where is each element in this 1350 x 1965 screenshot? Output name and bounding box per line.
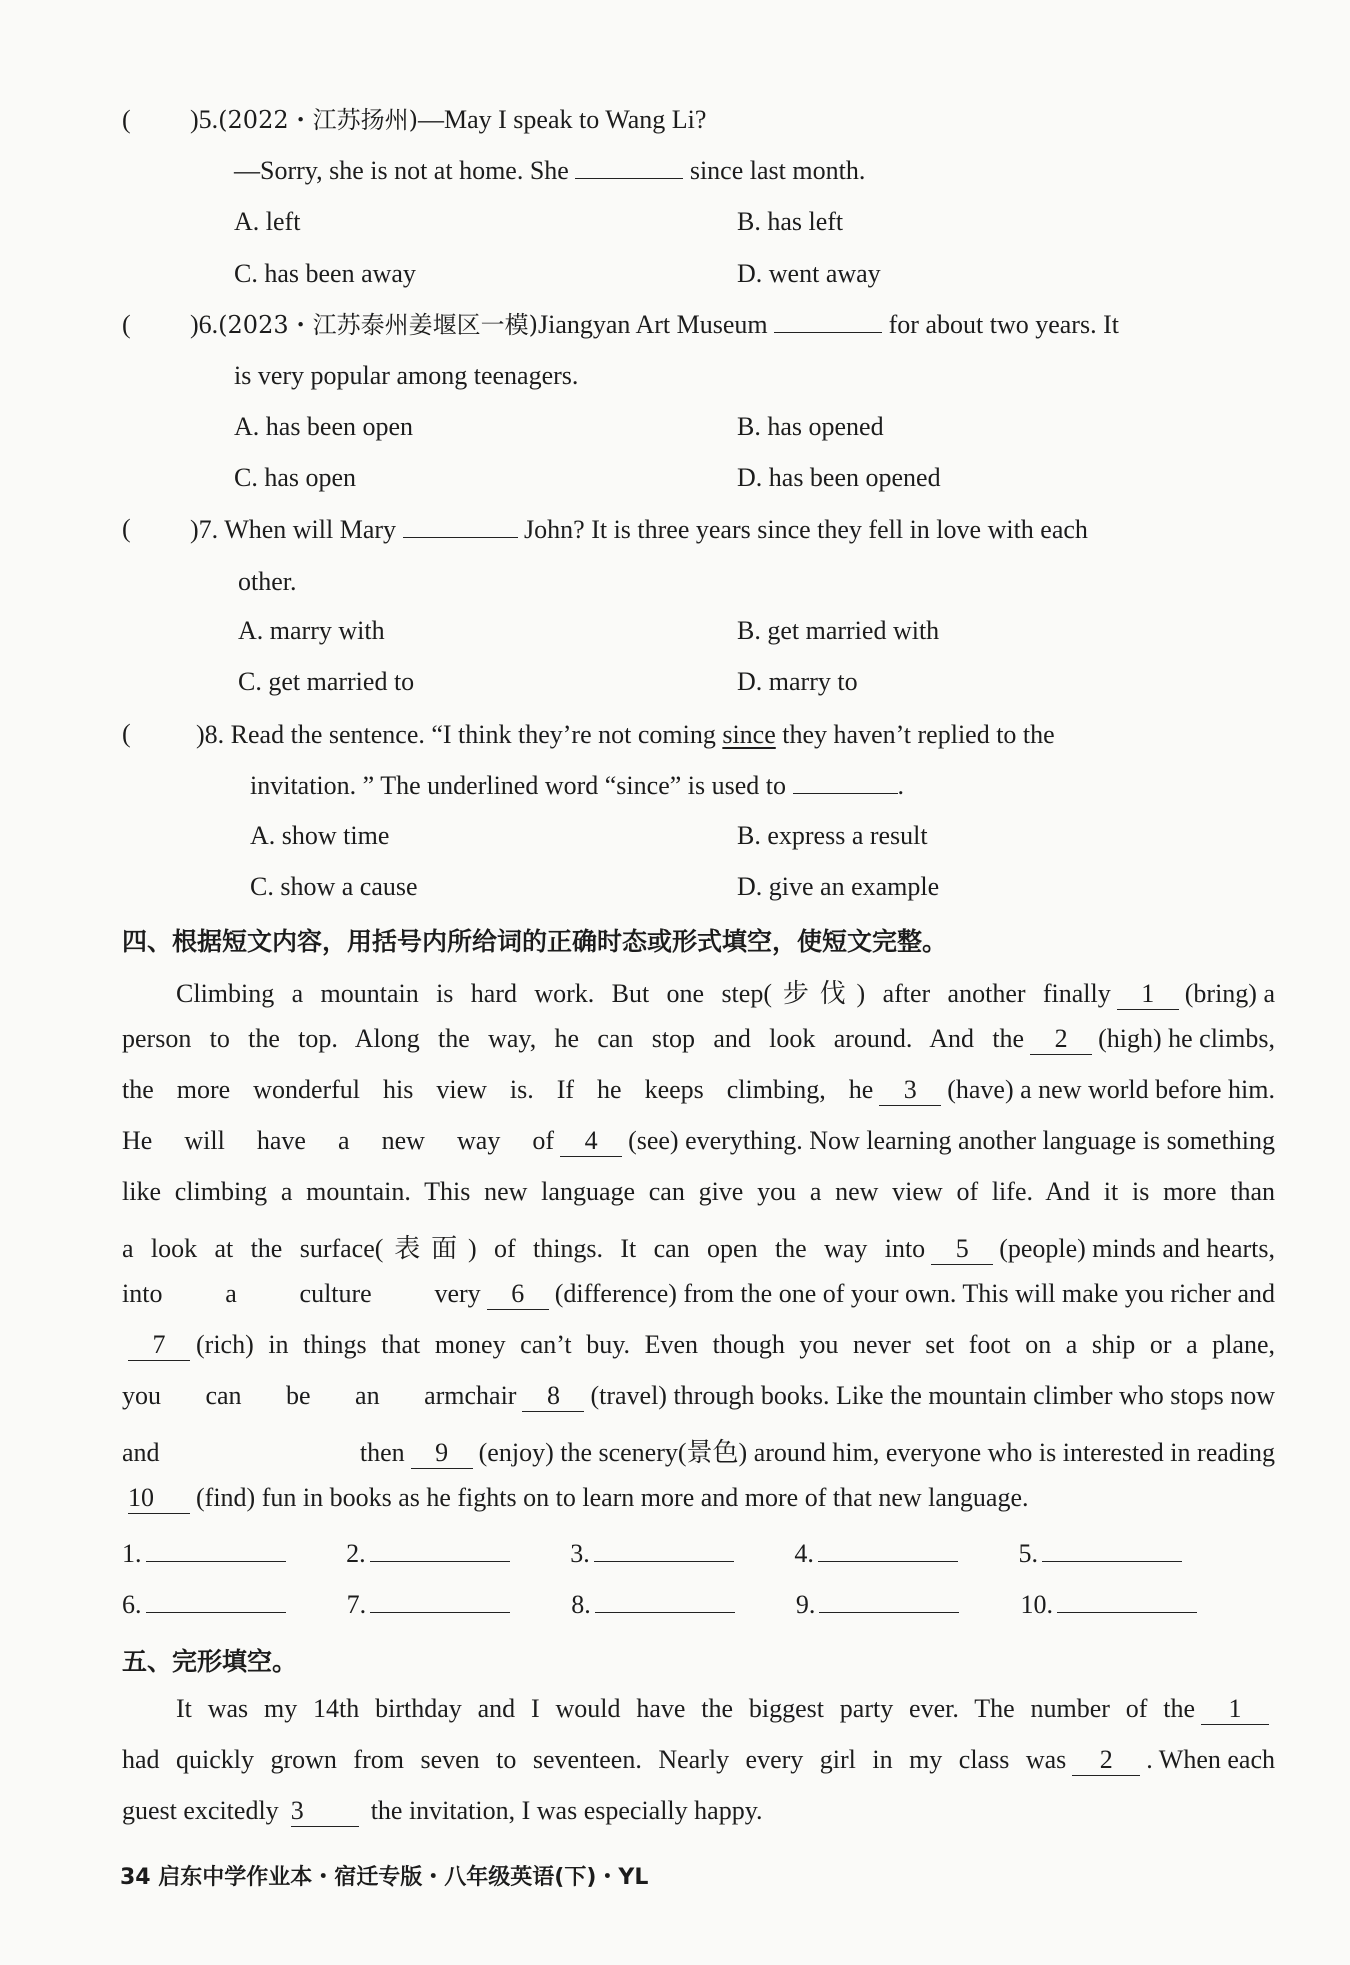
passage-line (122, 1745, 1275, 1776)
passage-line (122, 1483, 1029, 1514)
passage-line (176, 973, 1275, 1010)
passage-text: you can be an armchair (122, 1381, 517, 1410)
answer-paren-8[interactable]: ( (122, 719, 131, 748)
answer-number: 1. (122, 1539, 142, 1568)
answer-line[interactable] (370, 1588, 510, 1613)
numbered-blank[interactable]: 4 (560, 1126, 622, 1157)
answer-blank[interactable] (575, 178, 683, 179)
passage-line (122, 1796, 763, 1827)
answer-number: 4. (794, 1539, 814, 1568)
option-d[interactable]: D. went away (737, 259, 881, 288)
question-text: they haven’t replied to the (782, 720, 1055, 749)
answer-slot[interactable] (347, 1588, 511, 1620)
option-d[interactable]: D. has been opened (737, 463, 941, 492)
numbered-blank[interactable]: 3 (291, 1796, 359, 1827)
passage-text: a look at the surface(表面) of things. It can open the way into (122, 1234, 926, 1263)
passage-text: It was my 14th birthday and I would have the biggest party ever. The number of the (176, 1694, 1195, 1723)
option-a[interactable]: A. has been open (234, 412, 414, 441)
section-4-title: 四、根据短文内容，用括号内所给词的正确时态或形式填空，使短文完整。 (122, 927, 948, 956)
question-6-line2: is very popular among teenagers. (234, 361, 579, 390)
answer-line[interactable] (146, 1588, 286, 1613)
answer-number: 2. (346, 1539, 366, 1568)
question-text: since last month. (689, 156, 866, 185)
option-b[interactable]: B. has opened (737, 412, 884, 441)
answer-blank[interactable] (793, 793, 898, 794)
numbered-blank[interactable]: 8 (522, 1381, 584, 1412)
passage-line (122, 1381, 1275, 1412)
passage-text: (high) he climbs, (1098, 1024, 1275, 1053)
answer-row-1 (122, 1537, 1182, 1569)
answer-line[interactable] (819, 1588, 959, 1613)
question-text: . (897, 771, 904, 800)
question-6-line1 (190, 308, 1119, 342)
passage-line (122, 1330, 1275, 1361)
answer-number: 7. (346, 1590, 367, 1619)
question-8-line1 (196, 718, 1055, 752)
question-number: )8. (196, 720, 225, 749)
passage-text: into a culture very (122, 1279, 481, 1308)
answer-number: 10. (1020, 1590, 1053, 1619)
page-footer: 34 启东中学作业本・宿迁专版・八年级英语(下)・YL (120, 1865, 649, 1890)
question-source: (2022・江苏扬州) (218, 106, 418, 134)
passage-line (122, 1279, 1275, 1310)
answer-number: 3. (570, 1539, 590, 1568)
section-5-title: 五、完形填空。 (122, 1647, 298, 1676)
passage-text: He will have a new way of (122, 1126, 555, 1155)
answer-paren-7[interactable]: ( (122, 514, 131, 543)
answer-blank[interactable] (403, 537, 518, 538)
passage-text: had quickly grown from seven to seventeen. Nearly every girl in my class was (122, 1745, 1067, 1774)
option-b[interactable]: B. get married with (737, 616, 940, 645)
question-text: Read the sentence. “I think they’re not coming (230, 720, 716, 749)
question-number: )6. (190, 310, 219, 339)
question-5-line2 (234, 154, 865, 188)
passage-text: (travel) through books. Like the mountain climber who stops now (590, 1381, 1275, 1410)
passage-text: . When each (1146, 1745, 1275, 1774)
numbered-blank[interactable]: 3 (879, 1075, 941, 1106)
answer-slot[interactable] (122, 1537, 286, 1569)
option-a[interactable]: A. left (234, 207, 301, 236)
answer-number: 9. (795, 1590, 816, 1619)
numbered-blank[interactable]: 10 (128, 1483, 190, 1514)
numbered-blank[interactable]: 2 (1072, 1745, 1140, 1776)
answer-number: 8. (571, 1590, 591, 1619)
passage-text: (enjoy) the scenery(景色) around him, everyone who is interested in reading (478, 1438, 1275, 1467)
answer-slot[interactable] (346, 1537, 510, 1569)
answer-slot[interactable] (570, 1537, 734, 1569)
numbered-blank[interactable]: 7 (128, 1330, 190, 1361)
passage-text: (have) a new world before him. (947, 1075, 1275, 1104)
option-d[interactable]: D. marry to (737, 667, 858, 696)
question-7-line2: other. (238, 567, 297, 596)
answer-line[interactable] (818, 1537, 958, 1562)
answer-slot[interactable] (1019, 1537, 1183, 1569)
question-8-line2 (250, 769, 904, 803)
underlined-word: since (722, 720, 776, 749)
question-text: —Sorry, she is not at home. She (234, 156, 569, 185)
numbered-blank[interactable]: 9 (411, 1438, 473, 1469)
numbered-blank[interactable]: 5 (931, 1234, 993, 1265)
option-c[interactable]: C. has been away (234, 259, 416, 288)
passage-text: Climbing a mountain is hard work. But one step(步伐) after another finally (176, 979, 1111, 1008)
question-source: (2023・江苏泰州姜堰区一模) (218, 311, 538, 339)
question-number: )5. (190, 105, 219, 134)
answer-slot[interactable] (796, 1588, 960, 1620)
passage-text: the invitation, I was especially happy. (370, 1796, 763, 1825)
question-text: Jiangyan Art Museum (537, 310, 768, 339)
option-a[interactable]: A. marry with (238, 616, 385, 645)
numbered-blank[interactable]: 2 (1030, 1024, 1092, 1055)
passage-line (122, 1075, 1275, 1106)
passage-text: (bring) a (1184, 979, 1275, 1008)
option-c[interactable]: C. show a cause (250, 872, 418, 901)
passage-text: (people) minds and hearts, (999, 1234, 1275, 1263)
answer-line[interactable] (146, 1537, 286, 1562)
option-b[interactable]: B. express a result (737, 821, 928, 850)
answer-line[interactable] (370, 1537, 510, 1562)
option-b[interactable]: B. has left (737, 207, 844, 236)
passage-text: (difference) from the one of your own. This will make you richer and (554, 1279, 1275, 1308)
passage-text: the more wonderful his view is. If he keeps climbing, he (122, 1075, 874, 1104)
answer-line[interactable] (595, 1588, 735, 1613)
numbered-blank[interactable]: 6 (487, 1279, 549, 1310)
passage-text: (rich) in things that money can’t buy. Even though you never set foot on a ship or a plane, (196, 1330, 1275, 1359)
answer-slot[interactable] (794, 1537, 958, 1569)
passage-line (122, 1432, 1275, 1469)
answer-slot[interactable] (571, 1588, 735, 1620)
answer-number: 5. (1018, 1539, 1038, 1568)
passage-text: (see) everything. Now learning another language is something (628, 1126, 1275, 1155)
passage-text: guest excitedly (122, 1796, 279, 1825)
question-5-line1 (190, 103, 706, 137)
answer-blank[interactable] (774, 332, 882, 333)
answer-paren-5[interactable]: ( (122, 105, 131, 134)
passage-text: and then (122, 1438, 405, 1467)
question-text: John? It is three years since they fell in love with each (524, 515, 1088, 544)
option-c[interactable]: C. get married to (238, 667, 415, 696)
option-c[interactable]: C. has open (234, 463, 357, 492)
answer-row-2 (122, 1588, 1197, 1620)
passage-text: person to the top. Along the way, he can stop and look around. And the (122, 1024, 1025, 1053)
answer-line[interactable] (1057, 1588, 1197, 1613)
passage-line (122, 1228, 1275, 1265)
answer-slot[interactable] (122, 1588, 286, 1620)
answer-paren-6[interactable]: ( (122, 310, 131, 339)
answer-slot[interactable] (1021, 1588, 1198, 1620)
answer-line[interactable] (594, 1537, 734, 1562)
passage-text: like climbing a mountain. This new language can give you a new view of life. And it is more than (122, 1177, 1275, 1206)
passage-line (122, 1126, 1275, 1157)
numbered-blank[interactable]: 1 (1117, 979, 1179, 1010)
question-text: invitation. ” The underlined word “since” is used to (250, 771, 786, 800)
question-number: )7. (190, 515, 219, 544)
passage-text: (find) fun in books as he fights on to learn more and more of that new language. (196, 1483, 1029, 1512)
passage-line (176, 1694, 1275, 1725)
question-text: When will Mary (224, 515, 397, 544)
question-text: —May I speak to Wang Li? (417, 105, 707, 134)
option-a[interactable]: A. show time (250, 821, 390, 850)
answer-number: 6. (122, 1590, 142, 1619)
question-text: for about two years. It (888, 310, 1119, 339)
passage-line (122, 1177, 1275, 1207)
numbered-blank[interactable]: 1 (1201, 1694, 1269, 1725)
passage-line (122, 1024, 1275, 1055)
question-7-line1 (190, 513, 1088, 547)
option-d[interactable]: D. give an example (737, 872, 940, 901)
answer-line[interactable] (1042, 1537, 1182, 1562)
